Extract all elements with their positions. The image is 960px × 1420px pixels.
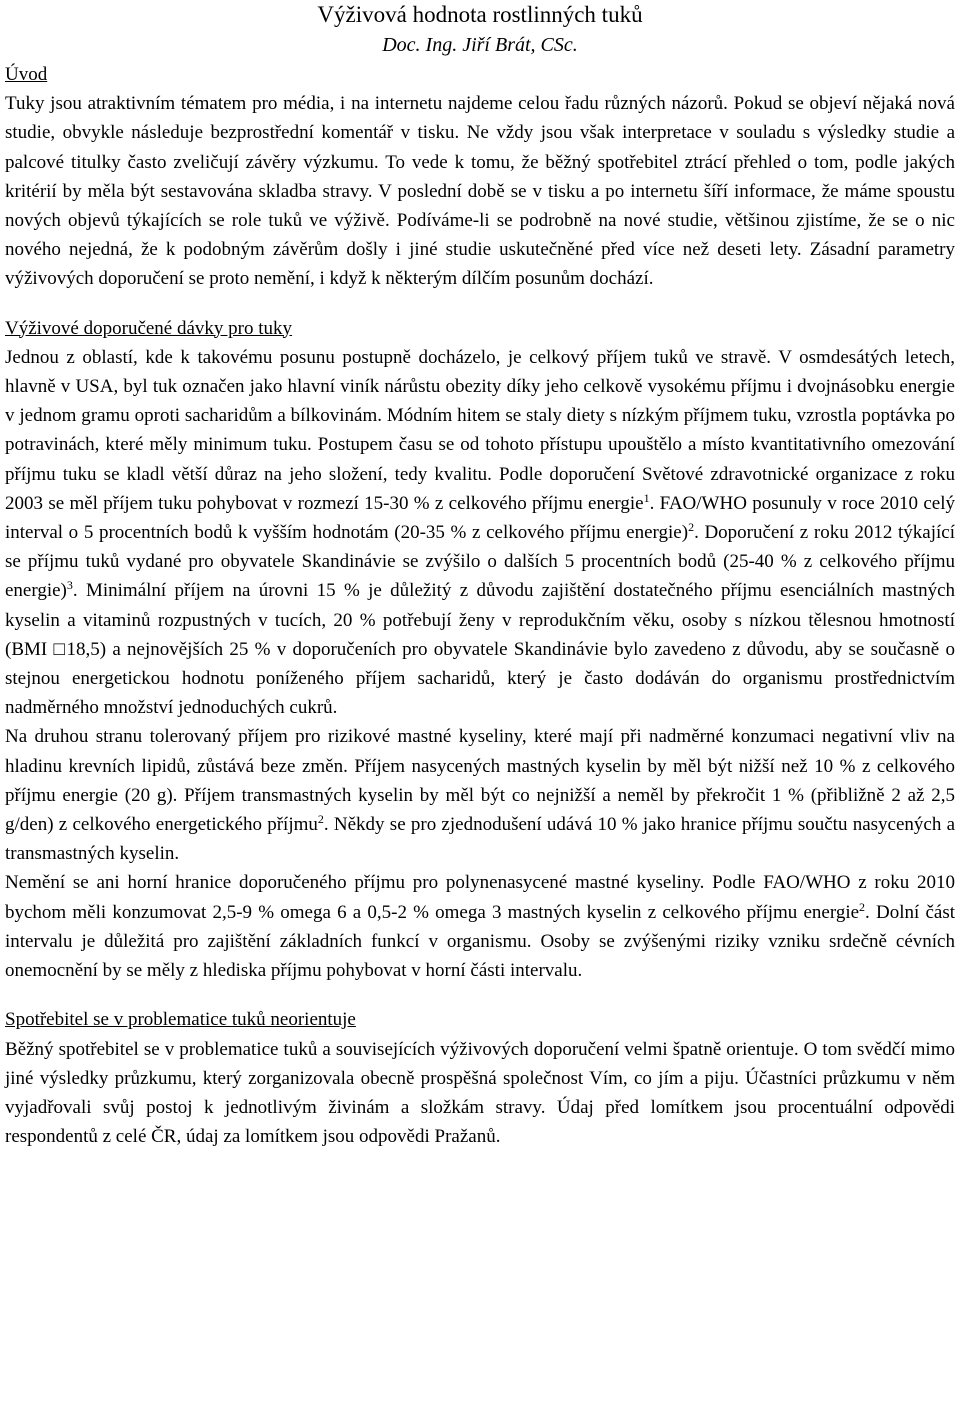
document-title: Výživová hodnota rostlinných tuků (317, 2, 643, 27)
footnote-ref: 2 (688, 520, 695, 535)
section-gap (5, 294, 955, 314)
section-heading-davky: Výživové doporučené dávky pro tuky (5, 317, 293, 339)
text-run: . Někdy se pro zjednodušení udává 10 % jako hranice příjmu součtu nasycených a transmastných kyselin. (5, 814, 956, 865)
document-author: Doc. Ing. Jiří Brát, CSc. (382, 34, 578, 56)
text-run: . Minimální příjem na úrovni 15 % je důležitý z důvodu zajištění dostatečného příjmu esenciálních mastných kyselin a vitaminů rozpustných v tucích, 20 % potřebují ženy v reprodukčním věku, osoby s nízkou tělesnou hmotností (BMI □18,5) a nejnovějších 25 % v doporučeních pro obyvatele Skandinávie bylo zavedeno z důvodu, aby se současně o stejnou energetickou hodnotu poníženého příjem sacharidů, který je často dodáván do organismu prostřednictvím nadměrného množství jednoduchých cukrů. (5, 580, 955, 719)
section-heading-uvod: Úvod (5, 64, 48, 85)
section-gap (5, 985, 955, 1005)
text-run: Na druhou stranu tolerovaný příjem pro rizikové mastné kyseliny, které mají při nadměrné konzumaci negativní vliv na hladinu krevních lipidů, zůstává beze změn. Příjem nasycených mastných kyselin by měl být nižší než 10 % z celkového příjmu energie (20 g). Příjem transmastných kyselin by měl být co nejnižší a neměl by překročit 1 % (přibližně 2 až 2,5 g/den) z celkového energetického příjmu (5, 726, 955, 836)
footnote-ref: 2 (859, 899, 866, 914)
footnote-ref: 1 (643, 490, 650, 505)
text-run: Nemění se ani horní hranice doporučeného příjmu pro polynenasycené mastné kyseliny. Podle FAO/WHO z roku 2010 bychom měli konzumovat 2,5-9 % omega 6 a 0,5-2 % omega 3 mastných kyselin z celkového příjmu energie (5, 872, 955, 923)
section-heading-spotrebitel: Spotřebitel se v problematice tuků neorientuje (5, 1009, 356, 1031)
paragraph-davky-3 (5, 868, 955, 985)
footnote-ref: 2 (317, 812, 324, 827)
text-run: Jednou z oblastí, kde k takovému posunu postupně docházelo, je celkový příjem tuků ve stravě. V osmdesátých letech, hlavně v USA, byl tuk označen jako hlavní viník nárůstu obezity díky jeho celkově vysokému příjmu i dvojnásobku energie v jednom gramu oproti sacharidům a bílkovinám. Módním hitem se staly diety s nízkým příjmem tuku, vzrostla poptávka po potravinách, které měly minimum tuku. Postupem času se od tohoto přístupu upouštělo a místo kvantitativního omezování příjmu tuku se kladl větší důraz na jeho složení, tedy kvalitu. Podle doporučení Světové zdravotnické organizace z roku 2003 se měl příjem tuku pohybovat v rozmezí 15-30 % z celkového příjmu energie (5, 346, 955, 514)
paragraph-spotrebitel: Běžný spotřebitel se v problematice tuků a souvisejících výživových doporučení velmi špatně orientuje. O tom svědčí mimo jiné výsledky průzkumu, který zorganizovala obecně prospěšná společnost Vím, co jím a piju. Účastníci průzkumu v něm vyjadřovali svůj postoj k jednotlivým živinám a složkám stravy. Údaj před lomítkem jsou procentuální odpovědi respondentů z celé ČR, údaj za lomítkem jsou odpovědi Pražanů. (5, 1038, 955, 1148)
paragraph-davky-2 (5, 722, 955, 868)
paragraph-uvod: Tuky jsou atraktivním tématem pro média, i na internetu najdeme celou řadu různých názorů. Pokud se objeví nějaká nová studie, obvykle následuje bezprostřední komentář v tisku. Ne vždy jsou však interpretace v souladu s výsledky studie a palcové titulky často zveličují závěry výzkumu. To vede k tomu, že běžný spotřebitel ztrácí přehled o tom, podle jakých kritérií by měla být sestavována skladba stravy. V poslední době se v tisku a po internetu šíří informace, že máme spoustu nových objevů týkajících se role tuků ve výživě. Podíváme-li se podrobně na nové studie, většinou zjistíme, že se o nic nového nejedná, že k podobným závěrům došly i jiné studie uskutečněné před více než deseti lety. Zásadní parametry výživových doporučení se proto nemění, i když k některým dílčím posunům dochází. (5, 93, 955, 290)
text-run: . FAO/WHO posunuly v roce 2010 celý interval o 5 procentních bodů k vyšším hodnotám (20-35 % z celkového příjmu energie) (5, 492, 956, 544)
paragraph-davky-1 (5, 343, 955, 723)
footnote-ref: 3 (66, 578, 73, 593)
text-run: . Doporučení z roku 2012 týkající se příjmu tuků vydané pro obyvatele Skandinávie se zvýšilo o dalších 5 procentních bodů (25-40 % z celkového příjmu energie) (5, 522, 955, 602)
text-run: . Dolní část intervalu je důležitá pro zajištění základních funkcí v organismu. Osoby se zvýšenými riziky vzniku srdečně cévních onemocnění by se měly z hlediska příjmu pohybovat v horní části intervalu. (5, 901, 955, 982)
